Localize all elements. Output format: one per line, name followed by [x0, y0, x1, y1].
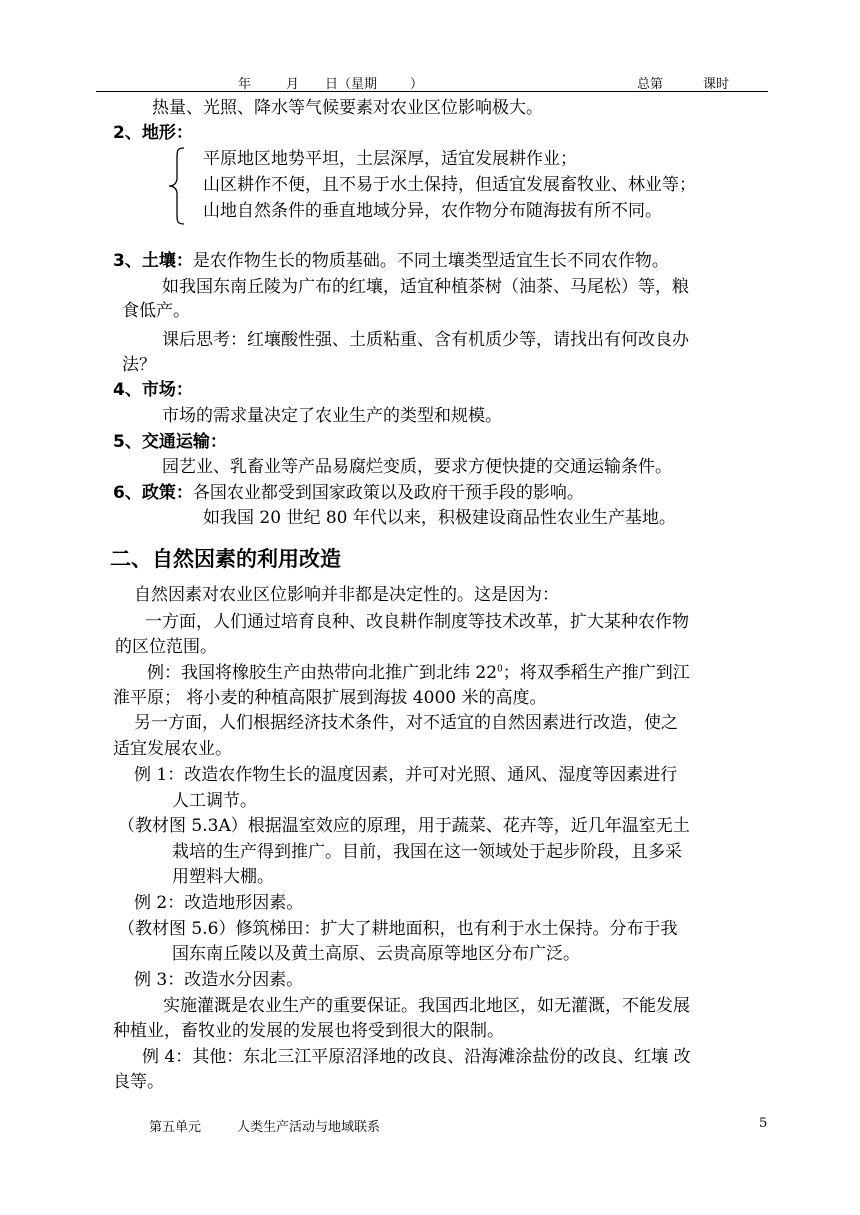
fig1-line-3: 用塑料大棚。	[172, 867, 274, 887]
terrain-item-2: 山区耕作不便，且不易于水土保持，但适宜发展畜牧业、林业等；	[203, 175, 696, 195]
transport-text: 园艺业、乳畜业等产品易腐烂变质，要求方便快捷的交通运输条件。	[162, 457, 672, 477]
page-number: 5	[759, 1116, 768, 1131]
transport-num: 5、	[113, 432, 142, 452]
soil-think-1: 课后思考：红壤酸性强、土质粘重、含有机质少等，请找出有何改良办	[162, 330, 689, 350]
header-month: 月	[286, 77, 300, 92]
policy-example: 如我国 20 世纪 80 年代以来，积极建设商品性农业生产基地。	[203, 508, 676, 528]
e4-line-1: 例 4：其他：东北三江平原沼泽地的改良、沿海滩涂盐份的改良、红壤 改	[142, 1047, 691, 1067]
terrain-item-3: 山地自然条件的垂直地域分异，农作物分布随海拔有所不同。	[203, 201, 662, 221]
e2-line: 例 2：改造地形因素。	[134, 893, 304, 913]
header-year: 年	[238, 77, 252, 92]
example-line-1	[147, 661, 690, 685]
p1-line-1: 一方面，人们通过培育良种、改良耕作制度等技术改革，扩大某种农作物	[145, 612, 689, 632]
transport-heading	[113, 430, 227, 454]
soil-text: 是农作物生长的物质基础。不同土壤类型适宜生长不同农作物。	[192, 251, 669, 271]
fig2-line-1: （教材图 5.6）修筑梯田：扩大了耕地面积，也有利于水土保持。分布于我	[118, 919, 678, 939]
section-2-title: 二、自然因素的利用改造	[110, 547, 341, 571]
e3-line: 例 3：改造水分因素。	[134, 970, 304, 990]
climate-tail: 热量、光照、降水等气候要素对农业区位影响极大。	[152, 98, 543, 118]
terrain-num: 2、	[113, 123, 142, 143]
header-lesson: 课时	[703, 77, 730, 92]
irrigation-line-1: 实施灌溉是农业生产的重要保证。我国西北地区，如无灌溉，不能发展	[163, 996, 690, 1016]
e1-line-2: 人工调节。	[172, 791, 257, 811]
policy-title: 政策：	[141, 483, 193, 503]
irrigation-line-2: 种植业，畜牧业的发展的发展也将受到很大的限制。	[113, 1021, 504, 1041]
soil-num: 3、	[113, 251, 142, 271]
terrain-title: 地形：	[141, 123, 193, 143]
footer-unit-title: 人类生产活动与地域联系	[237, 1120, 381, 1135]
transport-title: 交通运输：	[141, 432, 227, 452]
example-line-1b: ；将双季稻生产推广到江	[502, 663, 690, 683]
header-rule	[96, 91, 768, 92]
terrain-heading	[113, 121, 193, 145]
soil-think-2: 法？	[122, 355, 156, 375]
e1-line-1: 例 1：改造农作物生长的温度因素，并可对光照、通风、湿度等因素进行	[134, 765, 678, 785]
policy-line	[113, 481, 584, 505]
policy-text: 各国农业都受到国家政策以及政府干预手段的影响。	[192, 483, 584, 503]
fig2-line-2: 国东南丘陵以及黄土高原、云贵高原等地区分布广泛。	[172, 944, 580, 964]
footer-unit: 第五单元	[149, 1120, 202, 1135]
market-text: 市场的需求量决定了农业生产的类型和规模。	[162, 406, 502, 426]
soil-title: 土壤：	[141, 251, 193, 271]
e4-line-2: 良等。	[113, 1072, 164, 1092]
p2-line-2: 适宜发展农业。	[113, 739, 232, 759]
soil-line	[113, 249, 669, 273]
soil-example-1: 如我国东南丘陵为广布的红壤，适宜种植茶树（油茶、马尾松）等，粮	[162, 277, 689, 297]
terrain-item-1: 平原地区地势平坦，土层深厚，适宜发展耕作业；	[203, 149, 577, 169]
curly-brace	[166, 146, 188, 226]
p2-line-1: 另一方面，人们根据经济技术条件，对不适宜的自然因素进行改造，使之	[134, 713, 678, 733]
market-title: 市场：	[141, 380, 193, 400]
header-close-paren: ）	[410, 77, 424, 92]
header-day-weekday: 日（星期	[325, 77, 378, 92]
policy-num: 6、	[113, 483, 142, 503]
example-line-1a: 例：我国将橡胶生产由热带向北推广到北纬 22	[147, 663, 498, 683]
soil-example-2: 食低产。	[122, 301, 190, 321]
degree-sup: 0	[497, 664, 503, 675]
section-2-intro: 自然因素对农业区位影响并非都是决定性的。这是因为：	[134, 585, 559, 605]
market-heading	[113, 378, 193, 402]
header-total: 总第	[637, 77, 664, 92]
example-line-2: 淮平原； 将小麦的种植高限扩展到海拔 4000 米的高度。	[113, 688, 547, 708]
p1-line-2: 的区位范围。	[115, 637, 217, 657]
fig1-line-1: （教材图 5.3A）根据温室效应的原理，用于蔬菜、花卉等，近几年温室无土	[118, 816, 690, 836]
market-num: 4、	[113, 380, 142, 400]
fig1-line-2: 栽培的生产得到推广。目前，我国在这一领域处于起步阶段，且多采	[172, 842, 682, 862]
